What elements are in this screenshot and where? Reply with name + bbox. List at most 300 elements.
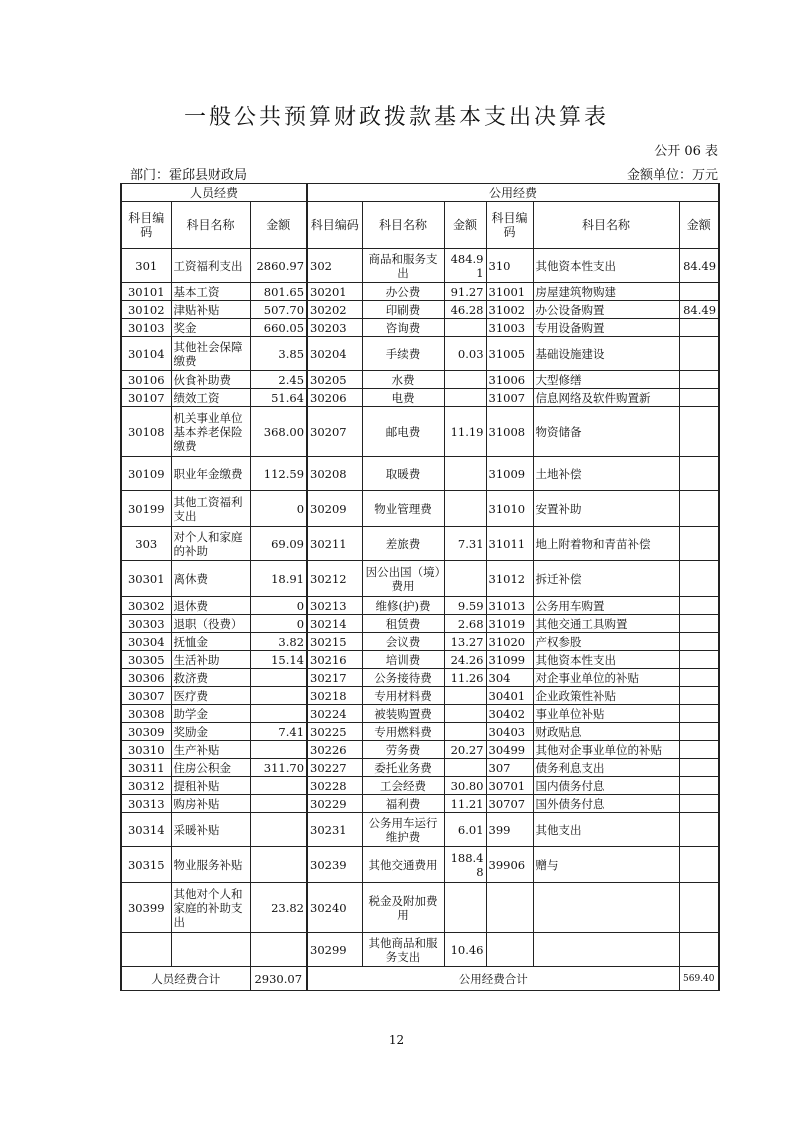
name-cell: 租赁费 — [362, 615, 444, 633]
amount-cell: 9.59 — [444, 597, 486, 615]
code-cell: 30308 — [121, 705, 171, 723]
code-cell: 307 — [486, 759, 533, 777]
name-cell: 维修(护)费 — [362, 597, 444, 615]
amount-cell: 84.49 — [679, 249, 719, 283]
table-row — [121, 301, 719, 319]
name-cell: 电费 — [362, 389, 444, 407]
code-cell: 310 — [486, 249, 533, 283]
name-cell: 公务用车运行维护费 — [362, 813, 444, 847]
code-cell: 30217 — [307, 669, 362, 687]
amount-cell: 10.46 — [444, 933, 486, 967]
code-cell: 399 — [486, 813, 533, 847]
name-cell: 办公费 — [362, 283, 444, 301]
name-cell: 其他交通费用 — [362, 847, 444, 883]
table-row — [121, 777, 719, 795]
amount-cell — [444, 687, 486, 705]
code-cell: 30228 — [307, 777, 362, 795]
code-cell: 30199 — [121, 491, 171, 527]
table-row — [121, 723, 719, 741]
name-cell: 退职（役费） — [171, 615, 250, 633]
name-cell: 国外债务付息 — [533, 795, 679, 813]
table-number: 公开 06 表 — [654, 144, 718, 159]
code-cell: 30240 — [307, 883, 362, 933]
amount-cell: 84.49 — [679, 301, 719, 319]
amount-cell — [444, 491, 486, 527]
name-cell: 土地补偿 — [533, 457, 679, 491]
name-cell: 其他资本性支出 — [533, 249, 679, 283]
name-cell: 邮电费 — [362, 407, 444, 457]
code-cell: 30215 — [307, 633, 362, 651]
amount-cell — [679, 597, 719, 615]
code-cell: 31007 — [486, 389, 533, 407]
name-cell: 专用设备购置 — [533, 319, 679, 337]
name-cell: 办公设备购置 — [533, 301, 679, 319]
amount-cell: 24.26 — [444, 651, 486, 669]
amount-cell: 0.03 — [444, 337, 486, 371]
amount-cell — [444, 883, 486, 933]
name-cell: 手续费 — [362, 337, 444, 371]
code-cell: 31010 — [486, 491, 533, 527]
code-cell: 30109 — [121, 457, 171, 491]
code-cell: 30312 — [121, 777, 171, 795]
amount-cell: 188.48 — [444, 847, 486, 883]
code-cell: 31019 — [486, 615, 533, 633]
code-cell: 31011 — [486, 527, 533, 561]
name-cell: 公务用车购置 — [533, 597, 679, 615]
code-header: 科目编码 — [307, 202, 362, 249]
code-cell: 30203 — [307, 319, 362, 337]
table-row — [121, 813, 719, 847]
code-header: 科目编码 — [121, 202, 171, 249]
code-cell: 302 — [307, 249, 362, 283]
amount-cell — [444, 723, 486, 741]
code-cell: 30306 — [121, 669, 171, 687]
amount-cell: 13.27 — [444, 633, 486, 651]
table-row — [121, 597, 719, 615]
code-cell: 30403 — [486, 723, 533, 741]
name-cell: 助学金 — [171, 705, 250, 723]
code-cell: 30226 — [307, 741, 362, 759]
name-cell: 其他对个人和家庭的补助支出 — [171, 883, 250, 933]
code-cell: 31006 — [486, 371, 533, 389]
amount-cell — [250, 847, 307, 883]
name-cell — [171, 933, 250, 967]
amount-cell: 112.59 — [250, 457, 307, 491]
code-cell: 30701 — [486, 777, 533, 795]
amount-header: 金额 — [250, 202, 307, 249]
amount-cell: 46.28 — [444, 301, 486, 319]
name-cell: 其他商品和服务支出 — [362, 933, 444, 967]
name-cell: 抚恤金 — [171, 633, 250, 651]
amount-cell: 484.91 — [444, 249, 486, 283]
code-cell: 31012 — [486, 561, 533, 597]
amount-cell — [679, 933, 719, 967]
name-cell — [533, 933, 679, 967]
code-cell: 30309 — [121, 723, 171, 741]
name-cell: 咨询费 — [362, 319, 444, 337]
amount-cell — [444, 457, 486, 491]
amount-cell — [250, 795, 307, 813]
amount-cell — [679, 795, 719, 813]
amount-cell — [679, 561, 719, 597]
name-cell: 离休费 — [171, 561, 250, 597]
code-cell: 30209 — [307, 491, 362, 527]
code-cell: 303 — [121, 527, 171, 561]
name-cell: 信息网络及软件购置新 — [533, 389, 679, 407]
amount-cell: 11.21 — [444, 795, 486, 813]
code-cell: 30304 — [121, 633, 171, 651]
code-cell: 30101 — [121, 283, 171, 301]
table-row — [121, 319, 719, 337]
name-cell: 商品和服务支出 — [362, 249, 444, 283]
code-cell: 30311 — [121, 759, 171, 777]
name-cell: 对个人和家庭的补助 — [171, 527, 250, 561]
name-cell: 税金及附加费用 — [362, 883, 444, 933]
code-cell: 30213 — [307, 597, 362, 615]
name-cell: 大型修缮 — [533, 371, 679, 389]
name-cell: 因公出国（境）费用 — [362, 561, 444, 597]
amount-cell: 20.27 — [444, 741, 486, 759]
code-cell: 30499 — [486, 741, 533, 759]
name-cell: 其他工资福利支出 — [171, 491, 250, 527]
code-cell: 30224 — [307, 705, 362, 723]
name-cell: 债务利息支出 — [533, 759, 679, 777]
amount-header: 金额 — [444, 202, 486, 249]
code-cell: 30108 — [121, 407, 171, 457]
amount-cell: 3.82 — [250, 633, 307, 651]
table-row — [121, 615, 719, 633]
code-cell: 30310 — [121, 741, 171, 759]
code-cell: 31003 — [486, 319, 533, 337]
name-cell: 房屋建筑物购建 — [533, 283, 679, 301]
code-cell: 30216 — [307, 651, 362, 669]
amount-cell — [444, 759, 486, 777]
code-cell: 30225 — [307, 723, 362, 741]
amount-cell — [679, 319, 719, 337]
amount-cell — [679, 283, 719, 301]
public-group-header: 公用经费 — [307, 184, 719, 202]
name-cell: 培训费 — [362, 651, 444, 669]
name-cell: 会议费 — [362, 633, 444, 651]
name-header: 科目名称 — [362, 202, 444, 249]
table-row — [121, 491, 719, 527]
code-cell: 30399 — [121, 883, 171, 933]
amount-cell — [679, 527, 719, 561]
table-row — [121, 283, 719, 301]
name-cell: 医疗费 — [171, 687, 250, 705]
expenditure-table — [120, 183, 720, 991]
amount-cell — [250, 669, 307, 687]
code-cell: 31009 — [486, 457, 533, 491]
code-cell: 304 — [486, 669, 533, 687]
amount-cell — [250, 741, 307, 759]
code-cell: 30303 — [121, 615, 171, 633]
amount-cell — [679, 847, 719, 883]
name-cell: 取暖费 — [362, 457, 444, 491]
code-cell: 30231 — [307, 813, 362, 847]
code-cell: 30205 — [307, 371, 362, 389]
name-cell: 绩效工资 — [171, 389, 250, 407]
name-cell: 劳务费 — [362, 741, 444, 759]
code-cell: 30229 — [307, 795, 362, 813]
amount-cell: 6.01 — [444, 813, 486, 847]
name-cell: 提租补贴 — [171, 777, 250, 795]
name-cell: 基础设施建设 — [533, 337, 679, 371]
code-cell — [486, 933, 533, 967]
code-cell: 30227 — [307, 759, 362, 777]
name-cell: 赠与 — [533, 847, 679, 883]
name-cell: 物业管理费 — [362, 491, 444, 527]
group-header-row — [121, 184, 719, 202]
page-title: 一般公共预算财政拨款基本支出决算表 — [183, 105, 609, 130]
amount-cell — [250, 777, 307, 795]
department-label: 部门：霍邱县财政局 — [130, 168, 248, 183]
amount-cell — [679, 669, 719, 687]
amount-cell: 11.26 — [444, 669, 486, 687]
name-cell: 被装购置费 — [362, 705, 444, 723]
code-cell: 30214 — [307, 615, 362, 633]
table-row — [121, 705, 719, 723]
code-cell: 30104 — [121, 337, 171, 371]
name-cell: 津贴补贴 — [171, 301, 250, 319]
code-cell: 30102 — [121, 301, 171, 319]
name-cell: 工会经费 — [362, 777, 444, 795]
name-cell: 事业单位补贴 — [533, 705, 679, 723]
amount-cell — [679, 337, 719, 371]
name-cell: 基本工资 — [171, 283, 250, 301]
amount-cell — [679, 371, 719, 389]
code-cell: 30202 — [307, 301, 362, 319]
table-row — [121, 389, 719, 407]
amount-cell — [444, 371, 486, 389]
amount-cell: 3.85 — [250, 337, 307, 371]
name-cell: 物资储备 — [533, 407, 679, 457]
code-cell: 30299 — [307, 933, 362, 967]
code-cell: 31020 — [486, 633, 533, 651]
amount-cell — [679, 705, 719, 723]
code-cell: 30106 — [121, 371, 171, 389]
name-cell: 专用材料费 — [362, 687, 444, 705]
name-cell: 购房补贴 — [171, 795, 250, 813]
amount-cell — [679, 687, 719, 705]
table-row — [121, 633, 719, 651]
amount-cell: 0 — [250, 597, 307, 615]
code-cell — [486, 883, 533, 933]
amount-cell — [250, 813, 307, 847]
code-cell: 30302 — [121, 597, 171, 615]
amount-cell: 0 — [250, 615, 307, 633]
code-header: 科目编码 — [486, 202, 533, 249]
name-cell: 专用燃料费 — [362, 723, 444, 741]
code-cell: 30707 — [486, 795, 533, 813]
table-row — [121, 561, 719, 597]
amount-cell — [679, 813, 719, 847]
name-cell: 机关事业单位基本养老保险缴费 — [171, 407, 250, 457]
name-cell: 其他社会保障缴费 — [171, 337, 250, 371]
amount-cell: 507.70 — [250, 301, 307, 319]
amount-cell: 91.27 — [444, 283, 486, 301]
table-row — [121, 687, 719, 705]
name-cell: 奖励金 — [171, 723, 250, 741]
code-cell: 31008 — [486, 407, 533, 457]
code-cell: 30206 — [307, 389, 362, 407]
code-cell: 30402 — [486, 705, 533, 723]
name-cell: 对企事业单位的补贴 — [533, 669, 679, 687]
public-total-label: 公用经费合计 — [307, 967, 679, 991]
amount-cell — [250, 705, 307, 723]
public-total-amount: 569.40 — [679, 967, 719, 991]
amount-cell — [679, 407, 719, 457]
code-cell: 30201 — [307, 283, 362, 301]
name-cell: 地上附着物和青苗补偿 — [533, 527, 679, 561]
code-cell: 30307 — [121, 687, 171, 705]
name-cell: 采暖补贴 — [171, 813, 250, 847]
table-row — [121, 847, 719, 883]
name-cell: 住房公积金 — [171, 759, 250, 777]
name-cell: 工资福利支出 — [171, 249, 250, 283]
amount-cell: 15.14 — [250, 651, 307, 669]
page-number: 12 — [388, 1033, 405, 1047]
name-cell: 水费 — [362, 371, 444, 389]
code-cell: 31099 — [486, 651, 533, 669]
code-cell: 31005 — [486, 337, 533, 371]
column-header-row — [121, 202, 719, 249]
name-cell: 差旅费 — [362, 527, 444, 561]
amount-cell — [679, 723, 719, 741]
name-cell: 国内债务付息 — [533, 777, 679, 795]
amount-cell: 2860.97 — [250, 249, 307, 283]
code-cell: 30207 — [307, 407, 362, 457]
code-cell: 301 — [121, 249, 171, 283]
name-cell: 奖金 — [171, 319, 250, 337]
name-cell: 其他资本性支出 — [533, 651, 679, 669]
code-cell — [121, 933, 171, 967]
table-row — [121, 527, 719, 561]
amount-cell — [679, 883, 719, 933]
amount-cell — [444, 389, 486, 407]
name-cell: 公务接待费 — [362, 669, 444, 687]
amount-cell: 311.70 — [250, 759, 307, 777]
name-cell: 其他对企事业单位的补贴 — [533, 741, 679, 759]
code-cell: 30314 — [121, 813, 171, 847]
name-cell: 拆迁补偿 — [533, 561, 679, 597]
name-header: 科目名称 — [171, 202, 250, 249]
table-row — [121, 457, 719, 491]
table-row — [121, 407, 719, 457]
code-cell: 30208 — [307, 457, 362, 491]
code-cell: 31013 — [486, 597, 533, 615]
table-row — [121, 651, 719, 669]
table-row — [121, 337, 719, 371]
table-row — [121, 371, 719, 389]
code-cell: 30313 — [121, 795, 171, 813]
code-cell: 39906 — [486, 847, 533, 883]
amount-cell: 2.68 — [444, 615, 486, 633]
name-cell: 生产补贴 — [171, 741, 250, 759]
name-cell: 福利费 — [362, 795, 444, 813]
totals-row — [121, 967, 719, 991]
name-cell: 其他支出 — [533, 813, 679, 847]
amount-cell — [679, 759, 719, 777]
name-cell: 其他交通工具购置 — [533, 615, 679, 633]
amount-cell — [444, 561, 486, 597]
amount-cell: 23.82 — [250, 883, 307, 933]
amount-cell: 11.19 — [444, 407, 486, 457]
personnel-total-amount: 2930.07 — [250, 967, 307, 991]
personnel-group-header: 人员经费 — [121, 184, 307, 202]
amount-cell — [679, 633, 719, 651]
code-cell: 30301 — [121, 561, 171, 597]
amount-cell — [679, 389, 719, 407]
name-cell: 物业服务补贴 — [171, 847, 250, 883]
amount-cell: 368.00 — [250, 407, 307, 457]
amount-cell — [679, 741, 719, 759]
code-cell: 30239 — [307, 847, 362, 883]
name-cell: 产权参股 — [533, 633, 679, 651]
code-cell: 30401 — [486, 687, 533, 705]
table-row — [121, 933, 719, 967]
amount-cell — [444, 319, 486, 337]
amount-cell — [444, 705, 486, 723]
code-cell: 30305 — [121, 651, 171, 669]
amount-cell: 51.64 — [250, 389, 307, 407]
code-cell: 30218 — [307, 687, 362, 705]
name-cell: 退休费 — [171, 597, 250, 615]
personnel-total-label: 人员经费合计 — [121, 967, 250, 991]
name-cell: 委托业务费 — [362, 759, 444, 777]
code-cell: 30212 — [307, 561, 362, 597]
amount-cell — [679, 777, 719, 795]
name-cell: 企业政策性补贴 — [533, 687, 679, 705]
name-header: 科目名称 — [533, 202, 679, 249]
name-cell: 财政贴息 — [533, 723, 679, 741]
name-cell: 安置补助 — [533, 491, 679, 527]
amount-cell: 2.45 — [250, 371, 307, 389]
amount-cell — [679, 491, 719, 527]
code-cell: 30103 — [121, 319, 171, 337]
name-cell: 生活补助 — [171, 651, 250, 669]
code-cell: 31002 — [486, 301, 533, 319]
name-cell: 职业年金缴费 — [171, 457, 250, 491]
amount-cell: 7.41 — [250, 723, 307, 741]
name-cell: 救济费 — [171, 669, 250, 687]
table-row — [121, 249, 719, 283]
table-row — [121, 759, 719, 777]
amount-cell: 30.80 — [444, 777, 486, 795]
amount-cell: 18.91 — [250, 561, 307, 597]
amount-cell — [250, 933, 307, 967]
table-row — [121, 795, 719, 813]
name-cell: 伙食补助费 — [171, 371, 250, 389]
amount-cell: 801.65 — [250, 283, 307, 301]
amount-cell: 660.05 — [250, 319, 307, 337]
unit-label: 金额单位：万元 — [626, 168, 718, 183]
table-row — [121, 669, 719, 687]
amount-cell: 7.31 — [444, 527, 486, 561]
amount-cell — [679, 651, 719, 669]
code-cell: 30107 — [121, 389, 171, 407]
code-cell: 30211 — [307, 527, 362, 561]
amount-cell — [679, 457, 719, 491]
code-cell: 30204 — [307, 337, 362, 371]
amount-header: 金额 — [679, 202, 719, 249]
code-cell: 30315 — [121, 847, 171, 883]
name-cell: 印刷费 — [362, 301, 444, 319]
code-cell: 31001 — [486, 283, 533, 301]
amount-cell — [250, 687, 307, 705]
amount-cell — [679, 615, 719, 633]
amount-cell: 0 — [250, 491, 307, 527]
